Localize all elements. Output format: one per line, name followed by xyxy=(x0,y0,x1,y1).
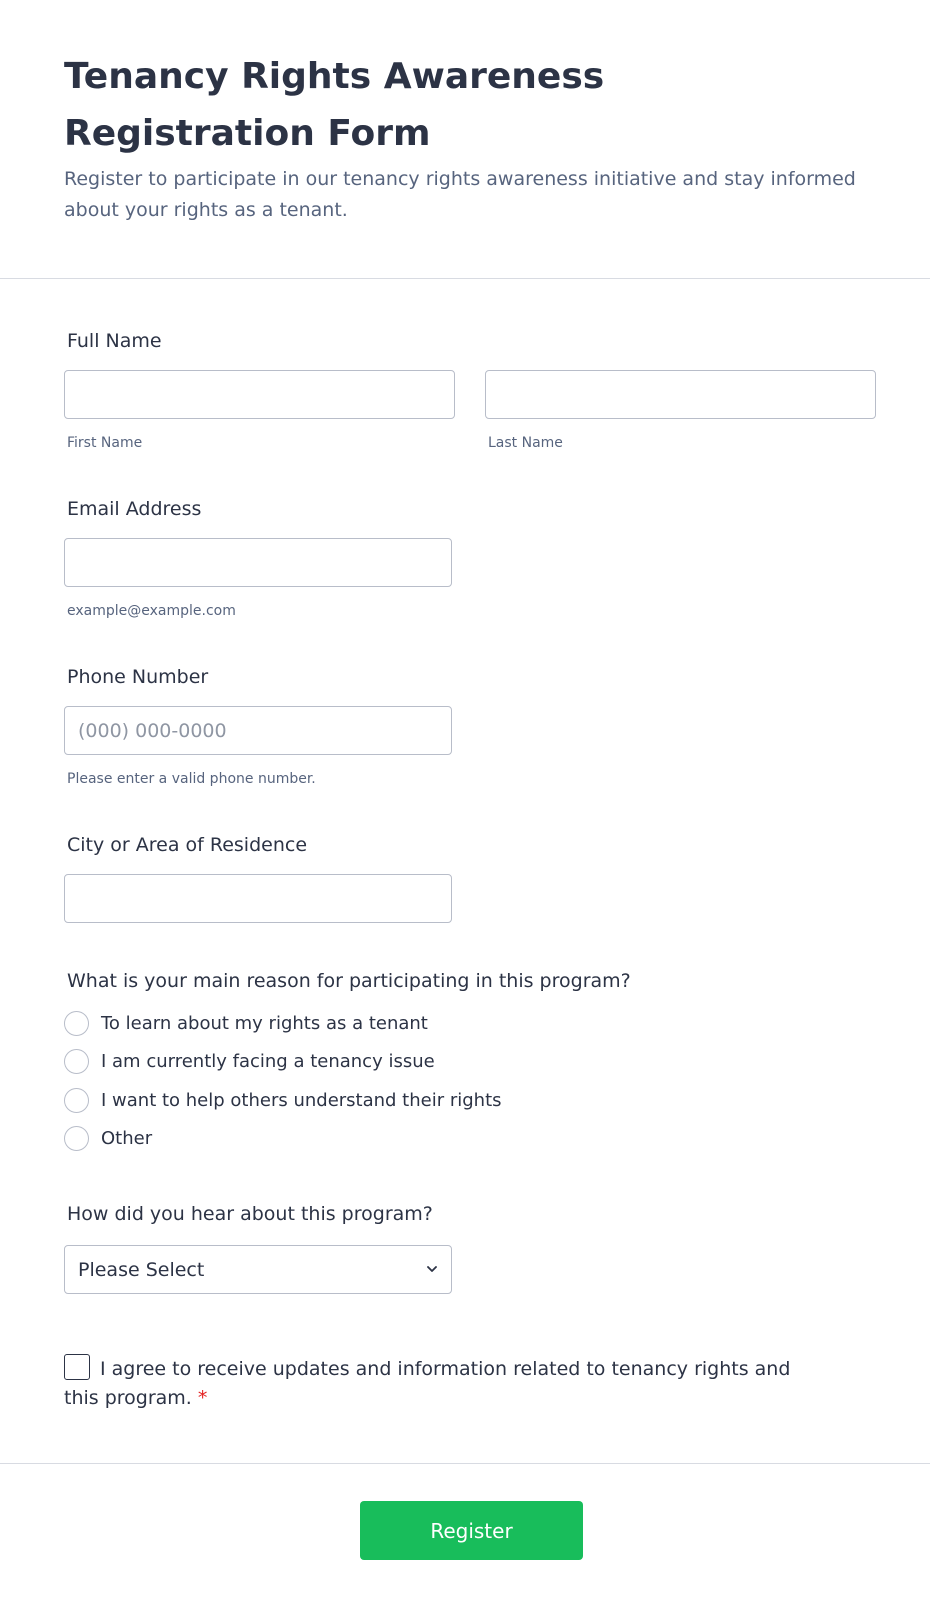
reason-option-label: I am currently facing a tenancy issue xyxy=(101,1050,435,1072)
source-select[interactable] xyxy=(64,1245,452,1294)
consent-field xyxy=(64,1354,824,1413)
reason-option[interactable] xyxy=(64,1010,428,1036)
page-subtitle: Register to participate in our tenancy rights awareness initiative and stay informed about your rights as a tenant. xyxy=(64,168,856,221)
first-name-input[interactable] xyxy=(64,370,455,419)
first-name-sublabel: First Name xyxy=(67,435,143,451)
city-label: City or Area of Residence xyxy=(67,834,308,856)
source-select-value: Please Select xyxy=(78,1258,205,1281)
footer-divider xyxy=(0,1463,930,1464)
email-label: Email Address xyxy=(67,498,202,520)
phone-input[interactable] xyxy=(64,706,452,755)
reason-option[interactable] xyxy=(64,1125,152,1151)
email-input[interactable] xyxy=(64,538,452,587)
chevron-down-icon xyxy=(427,1264,437,1274)
radio-button[interactable] xyxy=(64,1126,89,1151)
last-name-input[interactable] xyxy=(485,370,876,419)
city-input[interactable] xyxy=(64,874,452,923)
reason-option[interactable] xyxy=(64,1048,435,1074)
reason-option-label: To learn about my rights as a tenant xyxy=(101,1012,428,1034)
reason-option-label: I want to help others understand their rights xyxy=(101,1089,502,1111)
phone-label: Phone Number xyxy=(67,666,209,688)
phone-sublabel: Please enter a valid phone number. xyxy=(67,771,316,787)
reason-label: What is your main reason for participating in this program? xyxy=(67,970,631,992)
reason-option-label: Other xyxy=(101,1127,153,1149)
header-divider xyxy=(0,278,930,279)
full-name-label: Full Name xyxy=(67,330,162,352)
required-marker: * xyxy=(197,1387,208,1409)
form-header xyxy=(64,48,864,226)
source-label: How did you hear about this program? xyxy=(67,1203,433,1225)
radio-button[interactable] xyxy=(64,1088,89,1113)
consent-checkbox[interactable] xyxy=(64,1354,90,1380)
page-title: Tenancy Rights Awareness Registration Form xyxy=(64,56,605,154)
last-name-sublabel: Last Name xyxy=(488,435,563,451)
consent-label: I agree to receive updates and information related to tenancy rights and this program. xyxy=(64,1358,791,1409)
radio-button[interactable] xyxy=(64,1049,89,1074)
register-button[interactable]: Register xyxy=(360,1501,583,1560)
reason-option[interactable] xyxy=(64,1087,502,1113)
radio-button[interactable] xyxy=(64,1011,89,1036)
email-sublabel: example@example.com xyxy=(67,603,236,619)
